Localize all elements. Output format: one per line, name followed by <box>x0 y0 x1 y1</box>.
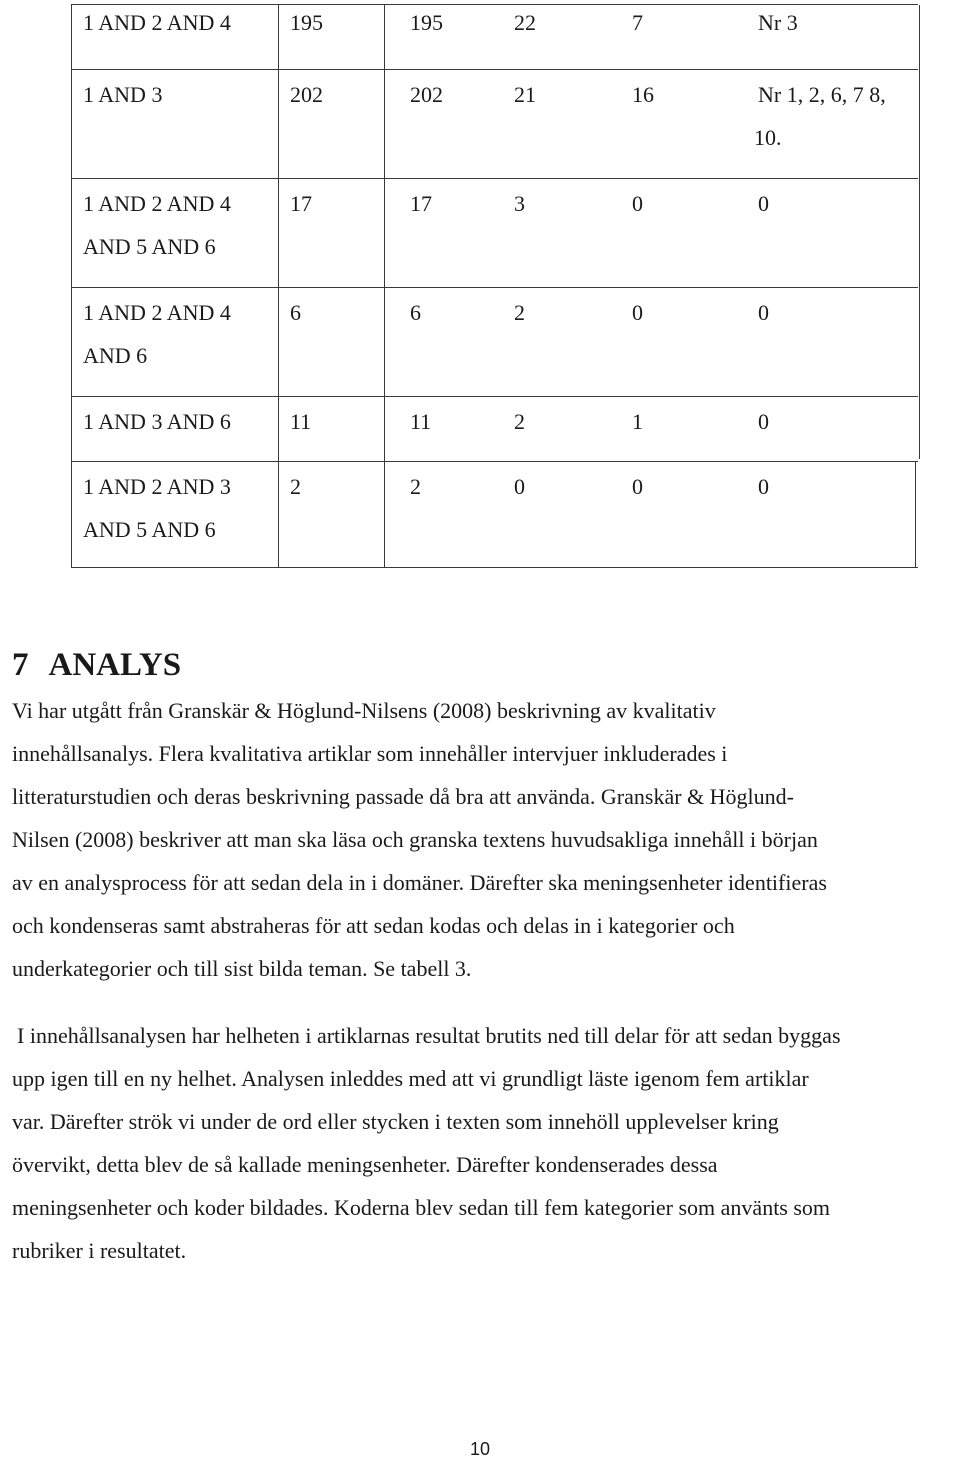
table-right-border <box>919 5 920 459</box>
body-paragraph <box>12 689 827 990</box>
table-cell: 16 <box>632 82 654 107</box>
table-cell: 195 <box>410 10 443 35</box>
paragraph-line: innehållsanalys. Flera kvalitativa artiklar som innehåller intervjuer inkluderades i <box>12 741 728 766</box>
table-cell: 0 <box>632 474 643 499</box>
table-cell: 10. <box>754 125 782 150</box>
table-cell-search: 1 AND 3 AND 6 <box>83 409 231 434</box>
table-cell-search: 1 AND 2 AND 4 <box>83 300 231 325</box>
body-paragraph <box>12 1014 841 1272</box>
section-number: 7 <box>12 647 29 683</box>
table-cell: 11 <box>410 409 432 434</box>
paragraph-line: litteraturstudien och deras beskrivning passade då bra att använda. Granskär & Höglund- <box>12 784 794 809</box>
page-number: 10 <box>469 1439 491 1459</box>
table-cell: 0 <box>758 474 769 499</box>
table-cell: 202 <box>290 82 323 107</box>
table-cell: 6 <box>290 300 301 325</box>
paragraph-line: I innehållsanalysen har helheten i artiklarnas resultat brutits ned till delar för att sedan byggas <box>17 1023 841 1048</box>
paragraph-line: övervikt, detta blev de så kallade meningsenheter. Därefter kondenserades dessa <box>12 1152 718 1177</box>
paragraph-line: underkategorier och till sist bilda teman. Se tabell 3. <box>12 956 472 981</box>
table-cell: Nr 1, 2, 6, 7 8, <box>758 82 886 107</box>
table-row <box>72 70 918 179</box>
table-cell: 0 <box>758 191 769 216</box>
table-row <box>72 179 918 288</box>
table-cell-search: 1 AND 2 AND 3 <box>83 474 231 499</box>
table-cell: 2 <box>410 474 421 499</box>
table-row <box>72 462 918 569</box>
paragraph-line: upp igen till en ny helhet. Analysen inleddes med att vi grundligt läste igenom fem artiklar <box>12 1066 809 1091</box>
table-cell: 6 <box>410 300 421 325</box>
paragraph-line: Vi har utgått från Granskär & Höglund-Nilsens (2008) beskrivning av kvalitativ <box>12 698 716 723</box>
table-cell: Nr 3 <box>758 10 798 35</box>
table-cell-search: 1 AND 2 AND 4 <box>83 10 231 35</box>
table-cell: 0 <box>632 191 643 216</box>
paragraph-line: och kondenseras samt abstraheras för att sedan kodas och delas in i kategorier och <box>12 913 735 938</box>
paragraph-line: Nilsen (2008) beskriver att man ska läsa och granska textens huvudsakliga innehåll i början <box>12 827 818 852</box>
paragraph-line: av en analysprocess för att sedan dela in i domäner. Därefter ska meningsenheter identifieras <box>12 870 827 895</box>
table-cell: 17 <box>410 191 432 216</box>
table-cell: 21 <box>514 82 536 107</box>
table-cell: 11 <box>290 409 312 434</box>
table-cell-search: AND 5 AND 6 <box>83 517 216 542</box>
table-cell: 2 <box>514 409 525 434</box>
table-cell: 0 <box>758 300 769 325</box>
paragraph-line: var. Därefter strök vi under de ord eller stycken i texten som innehöll upplevelser kring <box>12 1109 779 1134</box>
table-row <box>72 5 918 70</box>
table-cell: 22 <box>514 10 536 35</box>
table-row <box>72 288 918 397</box>
table-cell: 202 <box>410 82 443 107</box>
table-cell: 7 <box>632 10 643 35</box>
table-cell: 0 <box>514 474 525 499</box>
table-cell: 2 <box>514 300 525 325</box>
table-cell: 0 <box>632 300 643 325</box>
table-cell-search: AND 6 <box>83 343 148 368</box>
section-heading <box>12 644 181 686</box>
table-cell-search: 1 AND 3 <box>83 82 163 107</box>
paragraph-line: rubriker i resultatet. <box>12 1238 187 1263</box>
table-row <box>72 397 918 462</box>
paragraph-line: meningsenheter och koder bildades. Koderna blev sedan till fem kategorier som använts som <box>12 1195 831 1220</box>
table-cell: 195 <box>290 10 323 35</box>
table-cell: 17 <box>290 191 312 216</box>
table-cell: 2 <box>290 474 301 499</box>
table-cell: 0 <box>758 409 769 434</box>
table-cell-search: AND 5 AND 6 <box>83 234 216 259</box>
table-cell-search: 1 AND 2 AND 4 <box>83 191 231 216</box>
table-cell: 3 <box>514 191 525 216</box>
search-results-table <box>71 4 918 568</box>
table-cell: 1 <box>632 409 643 434</box>
section-title: ANALYS <box>48 647 182 683</box>
